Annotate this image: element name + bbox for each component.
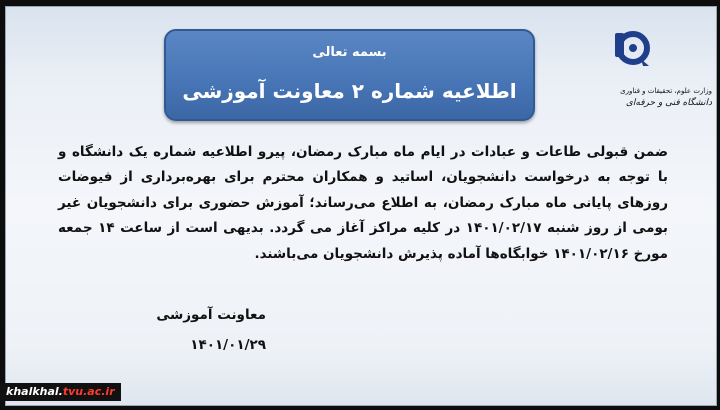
title-subtitle: بسمه تعالی	[312, 45, 387, 60]
watermark-name: khalkhal.	[6, 385, 63, 398]
notice-body: ضمن قبولی طاعات و عبادات در ایام ماه مبارک رمضان، پیرو اطلاعیه شماره یک دانشگاه و با توجه به درخواست دانشجویان، اساتید و همکاران محترم برای بهره‌برداری از فیوضات روزهای پایانی ماه مبارک رمضان، به اطلاع می‌رساند؛ آموزش حضوری برای دانشجویان غیر بومی از روز شنبه ۱۴۰۱/۰۲/۱۷ در کلیه مراکز آغاز می گردد. بدیهی است از ساعت ۱۴ جمعه مورخ ۱۴۰۱/۰۲/۱۶ خوابگاه‌ها آماده پذیرش دانشجویان می‌باشند.	[58, 144, 668, 262]
page-title: اطلاعیه شماره ۲ معاونت آموزشی	[182, 79, 517, 103]
watermark-domain: tvu.ac.ir	[62, 385, 115, 398]
signature-office: معاونت آموزشی	[156, 307, 266, 323]
university-logo-icon	[611, 29, 651, 67]
university-name: دانشگاه فنی و حرفه‌ای	[625, 98, 712, 108]
title-banner	[164, 29, 535, 121]
university-logo	[594, 29, 712, 109]
signature-date: ۱۴۰۱/۰۱/۲۹	[190, 337, 266, 353]
ministry-label: وزارت علوم، تحقیقات و فناوری	[620, 87, 712, 95]
site-watermark	[0, 383, 121, 401]
notice-sheet	[5, 6, 717, 406]
